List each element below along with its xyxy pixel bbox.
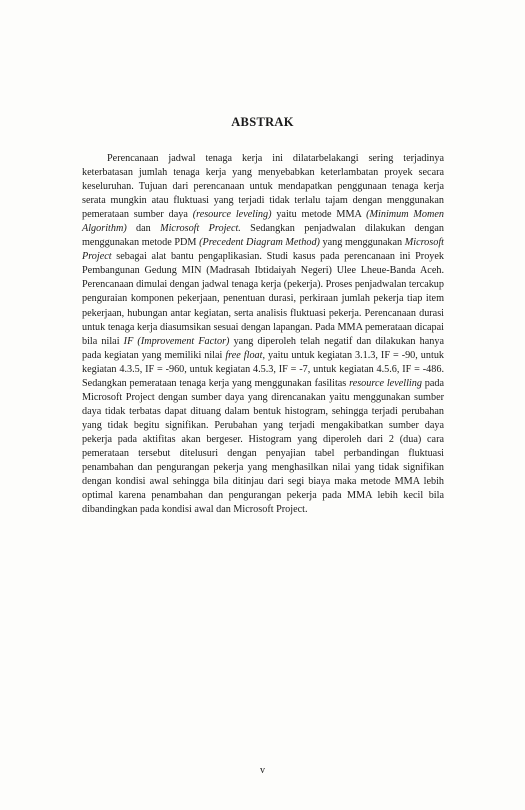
abstract-text-segment: , yaitu untuk kegiatan 3.1.3, IF = -90, untuk kegiatan 4.3.5, IF = -960, untuk kegiatan 4.5.3, IF = -7, untuk kegiatan 4.5.6, IF = -486. Sedangkan pemerataan tenaga kerja yang menggunakan fasilitas — [82, 349, 445, 389]
abstract-text-segment: yaitu metode MMA — [271, 209, 367, 221]
abstract-term-mma: (Minimum Momen Algorithm) — [82, 209, 444, 235]
abstract-text-segment: yang diperoleh telah negatif dan dilakukan hanya pada kegiatan yang memiliki nilai — [82, 335, 444, 361]
abstract-text-segment: pada Microsoft Project dengan sumber daya yang direncanakan yaitu menggunakan sumber daya tidak terbatas dapat dituang dalam bentuk histogram, sehingga terjadi perubahan yang tidak begitu signifikan. Perubahan yang terjadi mengakibatkan sumber daya pekerja pada aktifitas akan bergeser. Histogram yang diperoleh dari 2 (dua) cara pemerataan tersebut ditelusuri dengan penyajian tabel perbandingan fluktuasi penambahan dan pengurangan pekerja yang menghasilkan nilai yang tidak signifikan dengan kondisi awal sehingga bila ditinjau dari segi biaya maka metode MMA lebih optimal karena penambahan dan pengurangan pekerja pada MMA lebih kecil bila dibandingkan pada kondisi awal dan Microsoft Project. — [82, 377, 444, 516]
abstract-term-free-float: free float — [225, 349, 263, 361]
abstract-title: ABSTRAK — [231, 115, 294, 129]
abstract-term-microsoft-project: Microsoft Project. — [160, 223, 241, 235]
page-number: v — [260, 765, 265, 776]
abstract-text-segment: Sedangkan penjadwalan dilakukan dengan menggunakan metode PDM — [82, 223, 444, 249]
abstract-text-segment: sebagai alat bantu pengaplikasian. Studi kasus pada perencanaan ini Proyek Pembangunan Gedung MIN (Madrasah Ibtidaiyah Negeri) Ulee Lheue-Banda Aceh. Perencanaan dimulai dengan jadwal tenaga kerja (pekerja). Proses penjadwalan tercakup penguraian komponen pekerjaan, penentuan durasi, perkiraan jumlah pekerja tiap item pekerjaan, hubungan antar kegiatan, serta analisis fluktuasi pekerja. Perencanaan durasi untuk tenaga kerja diasumsikan sesuai dengan lapangan. Pada MMA pemerataan dicapai bila nilai — [82, 251, 444, 347]
abstract-body — [82, 152, 444, 517]
abstract-term-improvement-factor: IF (Improvement Factor) — [123, 335, 230, 347]
abstract-term-resource-leveling: (resource leveling) — [192, 209, 272, 221]
abstract-term-microsoft-project: Microsoft Project — [82, 237, 444, 263]
abstract-text-segment: dan — [126, 223, 161, 235]
abstract-text-segment: Perencanaan jadwal tenaga kerja ini dilatarbelakangi sering terjadinya keterbatasan jumlah tenaga kerja yang menyebabkan keterlambatan proyek secara keseluruhan. Tujuan dari perencanaan untuk mendapatkan penggunaan tenaga kerja serata mungkin atau fluktuasi yang terjadi tidak terlalu tajam dengan menggunakan pemerataan sumber daya — [82, 153, 444, 221]
abstract-term-resource-levelling: resource levelling — [349, 377, 422, 389]
abstract-text-segment: yang menggunakan — [319, 237, 405, 249]
abstract-term-pdm: (Precedent Diagram Method) — [199, 237, 320, 249]
